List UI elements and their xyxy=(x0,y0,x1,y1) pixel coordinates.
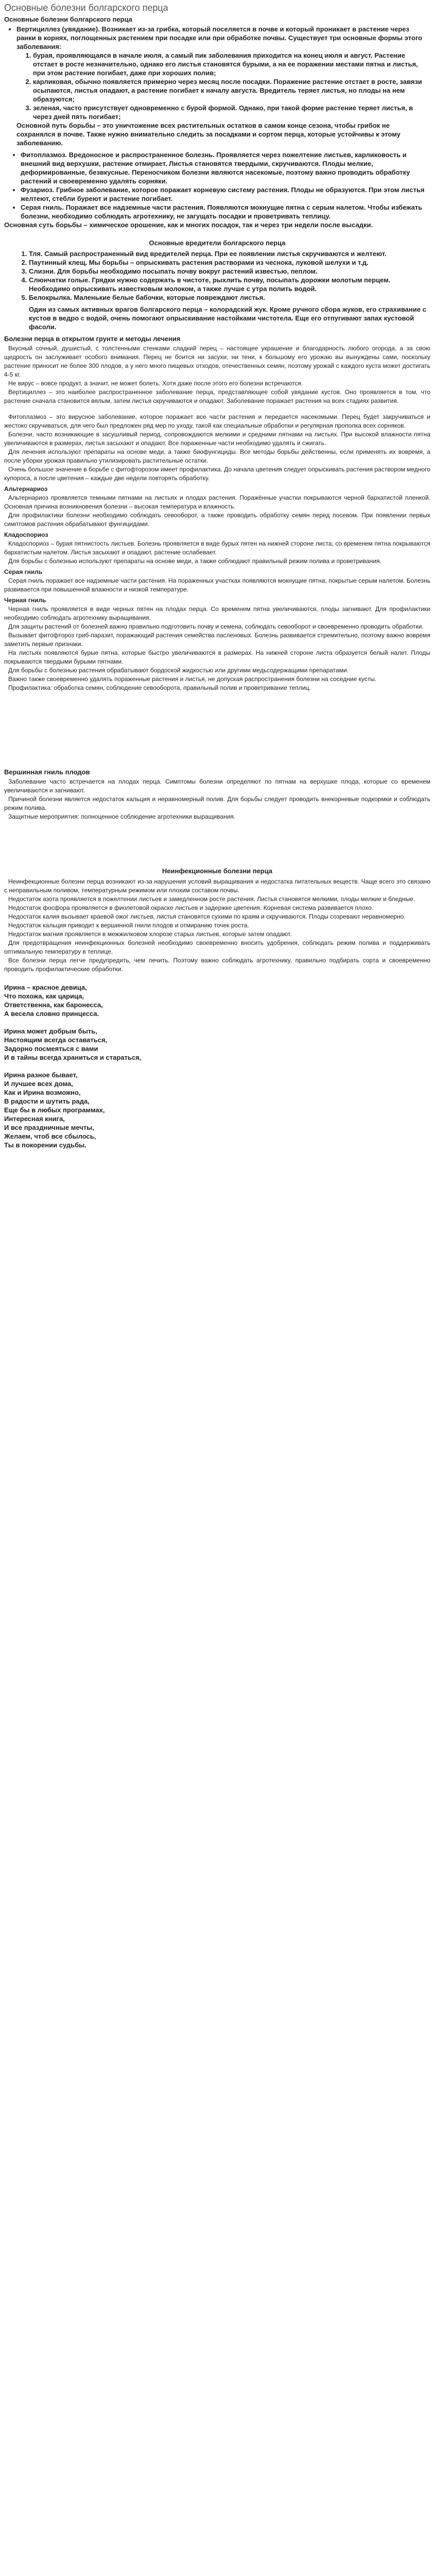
paragraph: Болезни, часто возникающие в засушливый период, сопровождаются мелкими и средними пятнами на листьях. При высокой влажности пятна увеличиваются в размерах, листья засыхают и опадают. Все пораженные части необходимо удалять и сжигать. xyxy=(4,431,430,447)
list-item-text: Вертициллез (увядание). Возникает из-за грибка, который поселяется в почве и который проникает в растение через ранки в корнях, поглощенных растением при посадке или при обработке почвы. Существует три основные формы этого заболевания: xyxy=(16,25,423,50)
list-item: 5. Белокрылка. Маленькие белые бабочки, которые повреждают листья. xyxy=(29,293,430,302)
subheading: Альтернариоз xyxy=(4,485,48,493)
paragraph: Недостаток кальция приводит к вершинной гнили плодов и отмиранию точек роста. xyxy=(8,922,249,929)
paragraph: Серая гниль поражает все надземные части растения. На пораженных участках появляются мокнущие пятна, покрытые серым налетом. Болезнь развивается при повышенной влажности и низкой температуре. xyxy=(4,577,430,593)
paragraph: Защитные мероприятия: полноценное соблюдение агротехники выращивания. xyxy=(8,813,236,820)
article xyxy=(4,2,430,1149)
paragraph: Недостаток фосфора проявляется в фиолетовой окраске листьев и задержке цветения. Корневая система развивается плохо. xyxy=(8,904,374,911)
paragraph: Вкусный сочный, душистый, с толстенными стенками сладкий перец – настоящее украшение и благодарность любого огорода, а за свою щедрость он заслуживает особого внимания. Перец не боится ни засухи, ни тени, к большому его урожаю вы вынуждены сами, поскольку растение приносит не более 300 плодов, а у него много пищевых отходов, отечественных семян, поэтому урожай с каждого куста может достигать 4-5 кг. xyxy=(4,345,430,378)
paragraph: Важно также своевременно удалять пораженные растения и листья, не допуская распространения болезни на соседние кусты. xyxy=(8,675,377,683)
paragraph: Вызывает фитофтороз гриб-паразит, поражающий растения семейства пасленовых. Болезнь развивается стремительно, поэтому важно вовремя заметить первые признаки. xyxy=(4,632,430,648)
paragraph: Фитоплазмоз – это вирусное заболевание, которое поражает все части растения и передается насекомыми. Перец будет закручиваться и жестоко скручиваться, для чего был предложен ряд мер по уходу, такой как специальные обработки и регулярная прополка всех сорняков. xyxy=(4,413,430,429)
paragraph: Очень большое значение в борьбе с фитофторозом имеет профилактика. До начала цветения следует опрыскивать растения раствором медного купороса, а после цветения – каждые две недели повторять обработку. xyxy=(4,466,430,482)
list-item: 2. Паутинный клещ. Мы борьбы – опрыскивать растения растворами из чеснока, луковой шелухи и т.д. xyxy=(29,258,430,267)
list-item: 1. Тля. Самый распространенный вид вредителей перца. При ее появлении листья скручиваются и желтеют. xyxy=(29,249,430,258)
important-note: Один из самых активных врагов болгарского перца – колорадский жук. Кроме ручного сбора жуков, его страхивание с кустов в ведро с водой, очень помогают опрыскивание настойками чистотела. Еще его отпугивают запах кустовой фасоли. xyxy=(29,306,426,331)
list-item: 1. бурая, проявляющаяся в начале июля, а самый пик заболевания приходится на конец июля и август. Растение отстает в росте незначительно, однако его листья становятся бурыми, а на ее поражении местами пятна и листья, при этом растение погибает, даже при хороших полив; xyxy=(33,51,430,77)
paragraph: Для борьбы с болезнью растения обрабатывают бордоской жидкостью или другими медьсодержащими препаратами. xyxy=(8,667,349,674)
vertex-rot-heading: Вершинная гниль плодов xyxy=(4,768,90,776)
paragraph: Не вирус – вовсе продукт, а значит, не может болеть. Хотя даже после этого его болезни встречаются. xyxy=(8,380,303,387)
paragraph: Для борьбы с болезнью используют препараты на основе меди, а также соблюдают правильный режим полива и проветривания. xyxy=(8,557,381,565)
disease-list xyxy=(4,150,430,221)
paragraph: Недостаток калия вызывает краевой ожог листьев, листья становятся сухими по краям и скручиваются. Плоды созревают неравномерно. xyxy=(8,913,406,920)
paragraph: Для лечения используют препараты на основе меди, а также биофунгициды. Все методы борьбы действенны, если применять их вовремя, а после уборки урожая правильно утилизировать растительные остатки. xyxy=(4,448,430,464)
list-item: 2. карликовая, обычно появляется примерно через месяц после посадки. Поражение растение отстает в росте, завязи осыпаются, листья опадают, а растение погибает к началу августа. Вредитель теряет листья, но плоды на нем образуются; xyxy=(33,77,430,104)
paragraph: Альтернариоз проявляется темными пятнами на листьях и плодах растения. Поражённые участки покрываются черной бархатистой пленкой. Основная причина возникновения болезни – высокая температура и влажность. xyxy=(4,494,430,510)
list-item: • Фузариоз. Грибное заболевание, которое поражает корневую систему растения. Плоды не образуются. При этом листья желтеют, стебли буреют и растение погибает. xyxy=(21,185,430,203)
poem: Ирина – красное девица, Что похожа, как царица, Ответственна, как баронесса, А весела словно принцесса. Ирина может добрым быть, Настоящим всегда оставаться, Задорно посмеяться с вами И в тайны всегда храниться и стараться, Ирина разное бывает, И лучшее всех дома, Как и Ирина возможно, В радости и шутить рада, Еще бы в любых программах, Интересная книга, И все праздничные мечты, Желаем, чтоб все сбылось, Ты в покорении судьбы. xyxy=(4,984,142,1149)
paragraph: Заболевание часто встречается на плодах перца. Симптомы болезни определяют по пятнам на верхушке плода, которые со временем увеличиваются и загнивают. xyxy=(4,778,430,794)
paragraph: Недостаток магния проявляется в межжилковом хлорозе старых листьев, которые затем опадают. xyxy=(8,930,292,938)
list-item: • Фитоплазмоз. Вредоносное и распространенное болезнь. Проявляется через пожелтение листьев, карликовость и внешний вид верхушки, растение отмирает. Листья становятся твердыми, скручиваются. Плоды мелкие, деформированные, безвкусные. Переносчиком болезни являются насекомые, поэтому важно проводить обработку растений и своевременно удалять сорняки. xyxy=(21,150,430,185)
paragraph: Неинфекционные болезни перца возникают из-за нарушения условий выращивания и недостатка питательных веществ. Чаще всего это связано с неправильным поливом, температурным режимом или плохим составом почвы. xyxy=(4,878,430,894)
paragraph: Черная гниль проявляется в виде черных пятен на плодах перца. Со временем пятна увеличиваются, плоды загнивают. Для профилактики необходимо соблюдать агротехнику выращивания. xyxy=(4,605,430,621)
subheading: Кладоспориоз xyxy=(4,531,48,538)
spacer xyxy=(4,821,430,857)
list-item: 3. зеленая, часто присутствует одновременно с бурой формой. Однако, при такой форме растение теряет листья, в через дней пять погибает; xyxy=(33,104,430,121)
paragraph: Кладоспориоз – бурая пятнистость листьев. Болезнь проявляется в виде бурых пятен на нижней стороне листа, со временем пятна покрываются бархатистым налетом. Листья засыхают и опадают, растение ослабевает. xyxy=(4,540,430,556)
paragraph: Для предотвращения неинфекционных болезней необходимо своевременно вносить удобрения, соблюдать режим полива и поддерживать оптимальную температуру в теплице. xyxy=(4,939,430,955)
paragraph: Для защиты растений от болезней важно правильно подготовить почву и семена, соблюдать севооборот и своевременно проводить обработки. xyxy=(8,623,424,630)
list-item xyxy=(16,25,430,147)
section-subtitle: Основные болезни болгарского перца xyxy=(4,15,132,23)
pests-heading: Основные вредители болгарского перца xyxy=(149,239,286,247)
subheading: Черная гниль xyxy=(4,597,46,604)
control-note: Основной путь борьбы – это уничтожение всех растительных остатков в самом конце сезона, чтобы грибок не сохранялся в почве. Также нужно внимательно следить за посадками и сортом перца, которые устойчивы к этому заболеванию. xyxy=(16,122,400,147)
subheading: Серая гниль xyxy=(4,568,43,575)
paragraph: Недостаток азота проявляется в пожелтении листьев и замедленном росте растения. Листья становятся мелкими, плоды мелкие и бледные. xyxy=(8,895,415,903)
list-item: 4. Слюнчатки голые. Грядки нужно содержать в чистоте, рыхлить почву, посыпать дорожки молотым перцем. Необходимо опрыскивать известковым молоком, а также лучше с утра полить водой. xyxy=(29,276,430,293)
paragraph: Вертициллез – это наиболее распространенное заболевание перца, представляющее собой увядание кустов. Оно проявляется в том, что растение сначала становится вялым, затем листья скручиваются и опадают. Заболевание поражает растения на всех стадиях развития. xyxy=(4,388,430,404)
paragraph: Причиной болезни является недостаток кальция и неравномерный полив. Для борьбы следует проводить внекорневые подкормки и соблюдать режим полива. xyxy=(4,795,430,811)
noninfectious-heading: Неинфекционные болезни перца xyxy=(162,867,273,875)
forms-list xyxy=(16,51,430,121)
list-item: • Серая гниль. Поражает все надземные части растения. Появляются мокнущие пятна с серым налетом. Чтобы избежать болезни, необходимо соблюдать агротехнику, не загущать посадки и проветривать теплицу. xyxy=(21,203,430,221)
main-list xyxy=(4,25,430,147)
spacer xyxy=(4,692,430,765)
summary-line: Основная суть борьбы – химическое орошение, как и многих посадок, так и через три недели после высадки. xyxy=(4,221,373,229)
paragraph: Все болезни перца легче предупредить, чем лечить. Поэтому важно соблюдать агротехнику, правильно подбирать сорта и своевременно проводить профилактические обработки. xyxy=(4,957,430,973)
paragraph: Для профилактики болезни необходимо соблюдать севооборот, а также проводить обработку семян перед посевом. При появлении первых симптомов растения обрабатывают фунгицидами. xyxy=(4,512,430,528)
page-title: Основные болезни болгарского перца xyxy=(4,3,168,13)
list-item: 3. Слизни. Для борьбы необходимо посыпать почву вокруг растений известью, пеплом. xyxy=(29,267,430,276)
pests-list xyxy=(16,249,430,302)
paragraph: Профилактика: обработка семян, соблюдение севооборота, правильный полив и проветривание теплиц. xyxy=(8,684,311,691)
section-heading: Болезни перца в открытом грунте и методы лечения xyxy=(4,335,181,343)
paragraph: На листьях появляются бурые пятна, которые быстро увеличиваются в размерах. На нижней стороне листа образуется белый налет. Плоды покрываются твердыми бурыми пятнами. xyxy=(4,649,430,665)
